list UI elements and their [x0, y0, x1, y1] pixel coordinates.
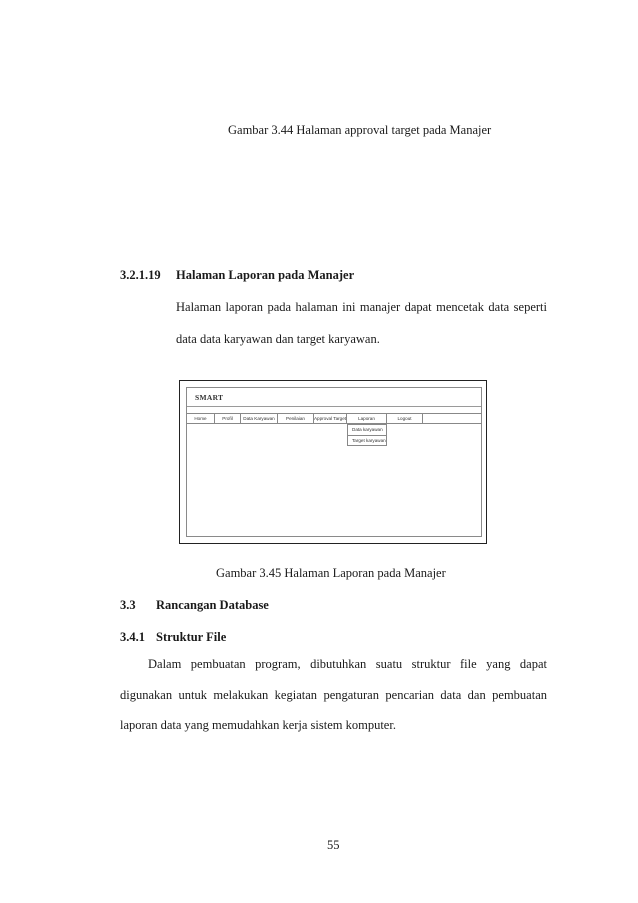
mockup-dropdown-target-karyawan: Target karyawan	[348, 435, 386, 446]
paragraph-line-2: digunakan untuk melakukan kegiatan pengaturan pencarian data dan pembuatan	[120, 688, 547, 702]
section-number-3-4-1: 3.4.1	[120, 630, 145, 644]
mockup-nav-penilaian: Penilaian	[278, 414, 314, 423]
section-paragraph-line-1: Halaman laporan pada halaman ini manajer dapat mencetak data seperti	[176, 300, 547, 314]
section-title-3-4-1: Struktur File	[156, 630, 227, 644]
section-number-3-2-1-19: 3.2.1.19	[120, 268, 161, 282]
mockup-nav-laporan: Laporan	[347, 414, 387, 423]
figure-caption-3-45: Gambar 3.45 Halaman Laporan pada Manajer	[216, 566, 446, 580]
mockup-dropdown-data-karyawan: Data karyawan	[352, 427, 383, 432]
mockup-nav-approval-target: Approval Target	[313, 416, 347, 421]
mockup-brand-logo: SMART	[195, 393, 224, 402]
section-title-3-3: Rancangan Database	[156, 598, 269, 612]
mockup-window	[186, 387, 482, 537]
page-number: 55	[327, 838, 340, 852]
figure-caption-3-44: Gambar 3.44 Halaman approval target pada Manajer	[228, 123, 492, 137]
mockup-nav-bar	[187, 413, 482, 424]
paragraph-line-1: Dalam pembuatan program, dibutuhkan suatu struktur file yang dapat	[148, 657, 547, 671]
mockup-nav-filler	[423, 414, 482, 423]
section-number-3-3: 3.3	[120, 598, 136, 612]
mockup-laporan-dropdown	[347, 424, 387, 446]
section-title-3-2-1-19: Halaman Laporan pada Manajer	[176, 268, 355, 282]
mockup-nav-data-karyawan: Data Karyawan	[241, 414, 278, 423]
section-paragraph-line-2: data data karyawan dan target karyawan.	[176, 332, 380, 346]
mockup-nav-logout: Logout	[387, 414, 423, 423]
mockup-nav-profil: Profil	[215, 414, 241, 423]
mockup-header-divider	[187, 406, 481, 407]
paragraph-line-3: laporan data yang memudahkan kerja sistem komputer.	[120, 718, 396, 732]
mockup-nav-home: Home	[187, 414, 215, 423]
